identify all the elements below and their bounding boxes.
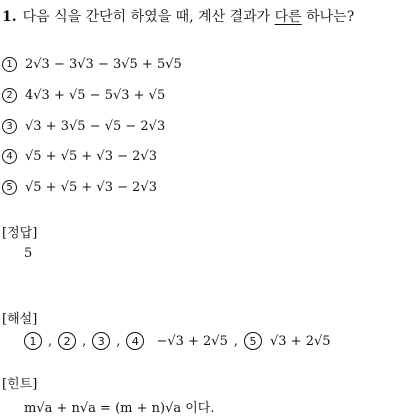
solution-marker: 5	[244, 332, 262, 350]
option-3[interactable]	[2, 119, 165, 134]
question-text-before: 다음 식을 간단히 하였을 때, 계산 결과가	[22, 9, 275, 25]
question-line	[2, 6, 354, 26]
option-marker: 2	[2, 88, 17, 103]
solution-marker: 2	[58, 332, 76, 350]
question-text-after: 하나는?	[301, 9, 355, 25]
answer-label: [정답]	[2, 226, 38, 241]
hint-text: m√a + n√a = (m + n)√a 이다.	[24, 401, 215, 416]
solution-marker: 1	[24, 332, 42, 350]
option-marker: 3	[2, 119, 17, 134]
option-expression: 2√3 − 3√3 − 3√5 + 5√5	[25, 57, 182, 72]
option-marker: 1	[2, 57, 17, 72]
option-expression: √5 + √5 + √3 − 2√3	[25, 180, 157, 195]
solution-marker: 3	[92, 332, 110, 350]
solution-line: 1 , 2 , 3 , 4 −√3 + 2√5 , 5 √3 + 2√5	[24, 332, 331, 350]
hint-label: [힌트]	[2, 377, 38, 392]
question-underlined-word: 다른	[274, 9, 302, 25]
option-4[interactable]	[2, 149, 157, 164]
option-marker: 5	[2, 180, 17, 195]
option-expression: 4√3 + √5 − 5√3 + √5	[25, 88, 166, 103]
solution-single-expression: √3 + 2√5	[270, 333, 331, 349]
solution-marker: 4	[126, 332, 144, 350]
option-5[interactable]	[2, 180, 157, 195]
answer-value: 5	[24, 246, 33, 261]
solution-label: [해설]	[2, 312, 38, 327]
option-expression: √3 + 3√5 − √5 − 2√3	[25, 119, 166, 134]
solution-group-expression: −√3 + 2√5	[156, 333, 228, 349]
option-2[interactable]	[2, 88, 165, 103]
option-marker: 4	[2, 149, 17, 164]
option-expression: √5 + √5 + √3 − 2√3	[25, 149, 157, 164]
question-number: 1.	[2, 9, 17, 25]
option-1[interactable]	[2, 57, 182, 72]
